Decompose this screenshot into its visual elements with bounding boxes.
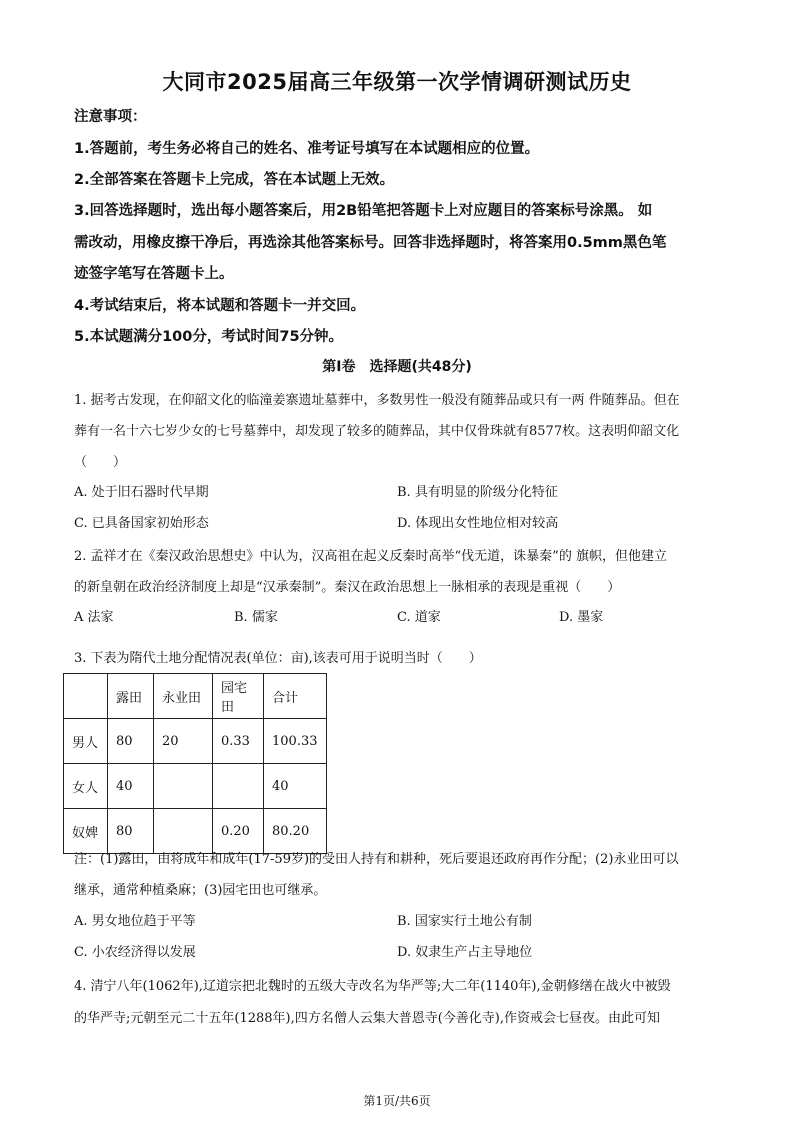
- q2-option-c: C. 道家: [397, 610, 441, 625]
- notice-item-3-cont2: 迹签字笔写在答题卡上。: [74, 266, 234, 282]
- table-cell: 80: [108, 719, 154, 764]
- table-cell: 0.20: [213, 809, 264, 854]
- q4-line-1: 4. 清宁八年(1062年),辽道宗把北魏时的五级大寺改名为华严等;大二年(1140年),金朝修缮在战火中被毁: [74, 979, 671, 994]
- table-cell: 奴婢: [64, 809, 108, 854]
- q1-option-b: B. 具有明显的阶级分化特征: [397, 485, 558, 500]
- notice-heading: 注意事项：: [74, 109, 147, 125]
- q2-option-d: D. 墨家: [559, 610, 604, 625]
- q1-option-c: C. 已具备国家初始形态: [74, 516, 209, 531]
- section-title: 第Ⅰ卷 选择题(共48分): [322, 359, 472, 375]
- q2-line-1: 2. 孟祥才在《秦汉政治思想史》中认为，汉高祖在起义反秦时高举“伐无道，诛暴秦”的 旗帜，但他建立: [74, 549, 667, 564]
- table-header-cell: 合计: [264, 674, 327, 719]
- notice-item-5: 5.本试题满分100分，考试时间75分钟。: [74, 329, 344, 345]
- notice-item-4: 4.考试结束后，将本试题和答题卡一并交回。: [74, 298, 366, 314]
- table-row: [64, 764, 327, 809]
- q1-option-d: D. 体现出女性地位相对较高: [397, 516, 559, 531]
- table-cell: 40: [264, 764, 327, 809]
- notice-item-3: 3.回答选择题时，选出每小题答案后，用2B铅笔把答题卡上对应题目的答案标号涂黑。 如: [74, 203, 653, 219]
- table-cell: 40: [108, 764, 154, 809]
- q2-option-b: B. 儒家: [234, 610, 278, 625]
- q3-stem: 3. 下表为隋代土地分配情况表(单位：亩),该表可用于说明当时（ ）: [74, 651, 482, 666]
- land-allocation-table: [63, 673, 327, 854]
- table-cell: 80.20: [264, 809, 327, 854]
- table-header-cell: 园宅田: [213, 674, 264, 719]
- table-cell: 20: [154, 719, 213, 764]
- page-number: 第1页/共6页: [363, 1094, 431, 1108]
- table-cell: [154, 764, 213, 809]
- q3-option-b: B. 国家实行土地公有制: [397, 914, 532, 929]
- q1-line-2: 葬有一名十六七岁少女的七号墓葬中，却发现了较多的随葬品，其中仅骨珠就有8577枚。这表明仰韶文化: [74, 424, 680, 439]
- q2-option-a: A 法家: [74, 610, 114, 625]
- table-cell: 女人: [64, 764, 108, 809]
- q3-note-line-2: 继承，通常种植桑麻；(3)园宅田也可继承。: [74, 883, 327, 898]
- table-header-cell: [64, 674, 108, 719]
- notice-item-1: 1.答题前，考生务必将自己的姓名、准考证号填写在本试题相应的位置。: [74, 141, 540, 157]
- table-header-row: [64, 674, 327, 719]
- table-header-cell: 露田: [108, 674, 154, 719]
- q1-line-1: 1. 据考古发现，在仰韶文化的临潼姜寨遗址墓葬中，多数男性一般没有随葬品或只有一两 件随葬品。但在: [74, 393, 680, 408]
- table-cell: 100.33: [264, 719, 327, 764]
- q3-option-a: A. 男女地位趋于平等: [74, 914, 196, 929]
- exam-title: 大同市2025届高三年级第一次学情调研测试历史: [162, 70, 632, 94]
- table-cell: 0.33: [213, 719, 264, 764]
- q3-option-d: D. 奴隶生产占主导地位: [397, 945, 533, 960]
- q3-option-c: C. 小农经济得以发展: [74, 945, 196, 960]
- table-cell: 男人: [64, 719, 108, 764]
- table-header-cell: 永业田: [154, 674, 213, 719]
- q2-line-2: 的新皇朝在政治经济制度上却是“汉承秦制”。秦汉在政治思想上一脉相承的表现是重视（ ）: [74, 580, 621, 595]
- q4-line-2: 的华严寺;元朝至元二十五年(1288年),四方名僧人云集大普恩寺(今善化寺),作资戒会七昼夜。由此可知: [74, 1011, 661, 1026]
- notice-item-2: 2.全部答案在答题卡上完成，答在本试题上无效。: [74, 172, 395, 188]
- q3-note-line-1: 注：(1)露田，由将成年和成年(17-59岁)的受田人持有和耕种，死后要退还政府再作分配；(2)永业田可以: [74, 852, 679, 867]
- notice-item-3-cont: 需改动，用橡皮擦干净后，再选涂其他答案标号。回答非选择题时，将答案用0.5mm黑色笔: [74, 235, 667, 251]
- table-cell: [213, 764, 264, 809]
- q1-option-a: A. 处于旧石器时代早期: [74, 485, 209, 500]
- table-cell: 80: [108, 809, 154, 854]
- table-row: [64, 719, 327, 764]
- q1-answer-bracket: （ ）: [74, 455, 127, 470]
